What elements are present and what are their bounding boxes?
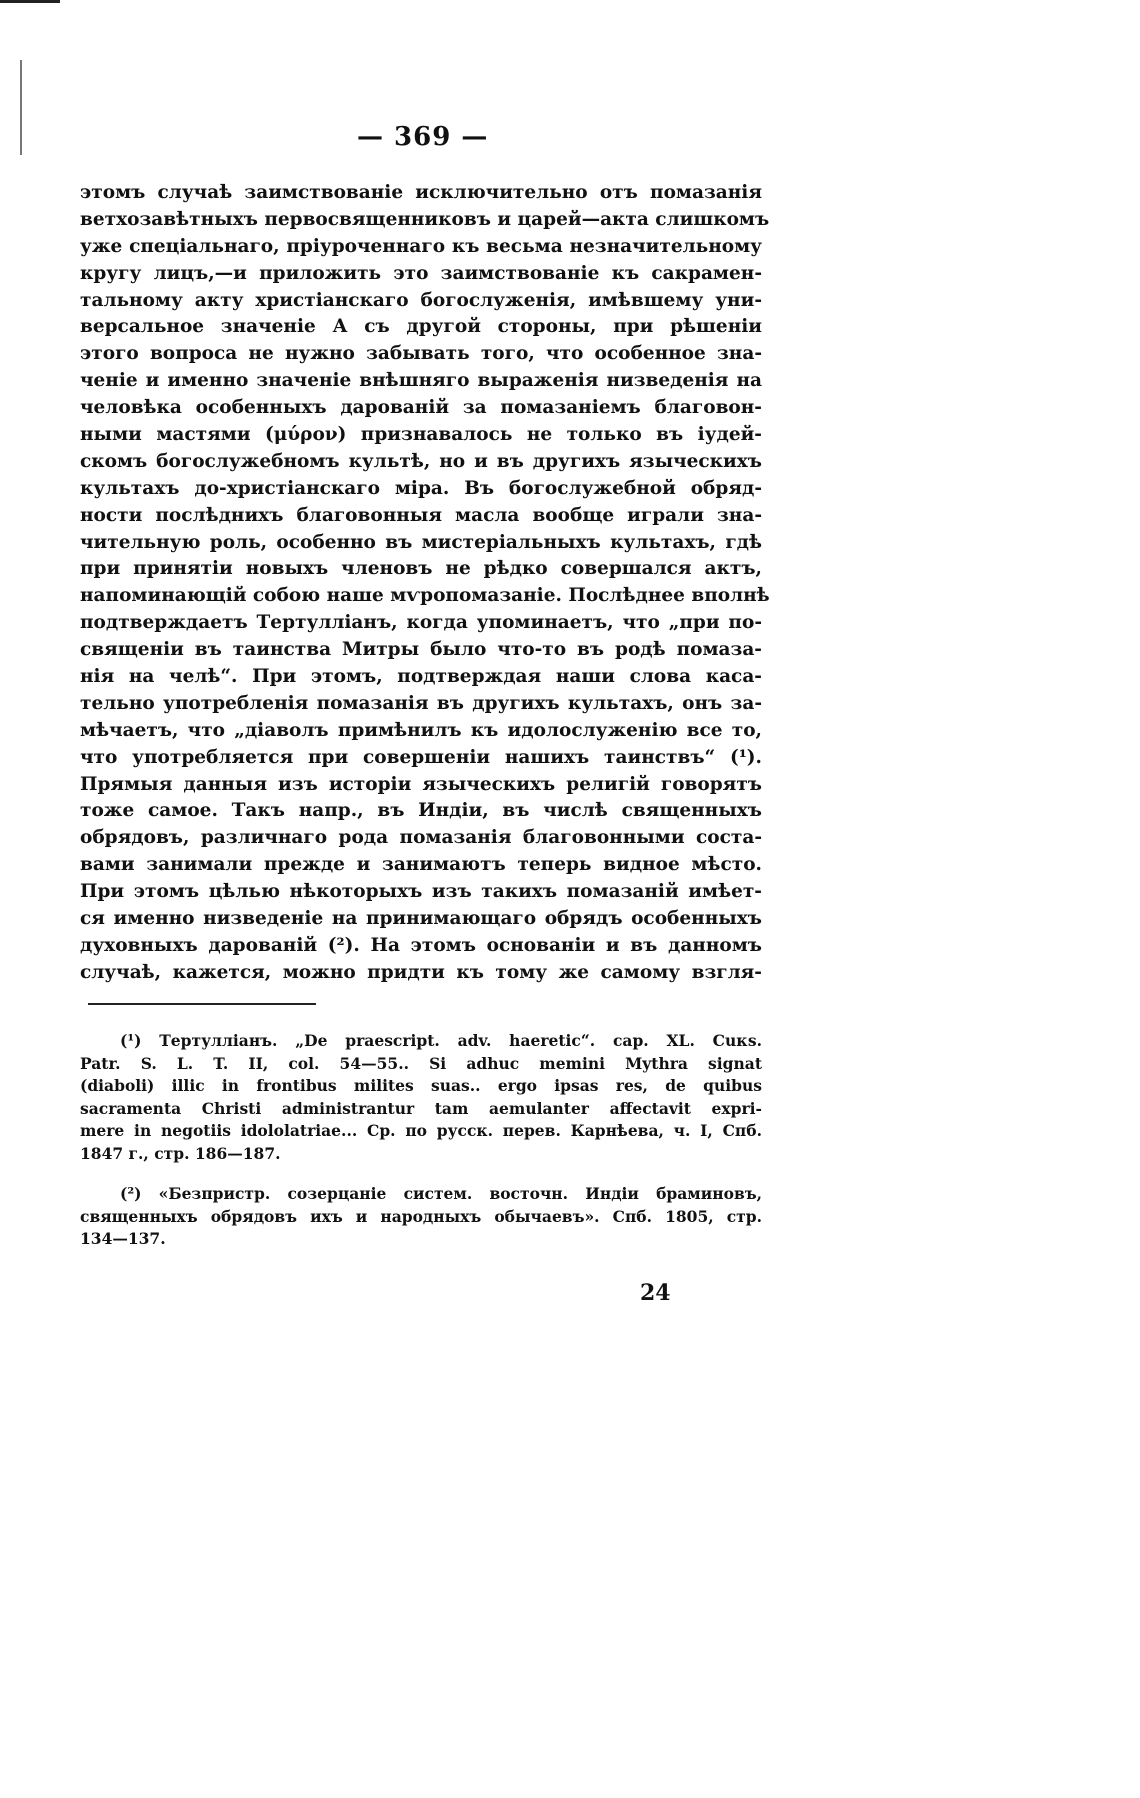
footnote-line: священныхъ обрядовъ ихъ и народныхъ обычаевъ». Спб. 1805, стр. [80, 1206, 762, 1226]
text-line: ченіе и именно значеніе внѣшняго выраженія низведенія на [80, 370, 762, 392]
page-number: — 369 — [357, 122, 489, 152]
text-line: ности послѣднихъ благовонныя масла вообще играли зна- [80, 504, 762, 526]
text-line: этого вопроса не нужно забывать того, что особенное зна- [80, 343, 762, 365]
text-line: версальное значеніе А съ другой стороны, при рѣшеніи [80, 316, 762, 338]
text-line: кругу лицъ,—и приложить это заимствованіе къ сакрамен- [80, 262, 762, 284]
text-line: что употребляется при совершеніи нашихъ таинствъ“ (¹). [80, 746, 762, 768]
text-line: ветхозавѣтныхъ первосвященниковъ и царей—акта слишкомъ [80, 208, 770, 230]
text-line: тоже самое. Такъ напр., въ Индіи, въ числѣ священныхъ [80, 800, 762, 822]
footnote-line: (²) «Безпристр. созерцаніе систем. восточн. Индіи браминовъ, [120, 1184, 762, 1203]
footnote-line: mere in negotiis idololatriae... Ср. по русск. перев. Карнѣева, ч. I, Спб. [80, 1121, 762, 1140]
text-line: тальному акту христіанскаго богослуженія, имѣвшему уни- [80, 289, 762, 311]
main-text [80, 180, 770, 987]
text-line: нія на челѣ“. При этомъ, подтверждая наши слова каса- [80, 666, 762, 688]
footnote-line: (¹) Тертулліанъ. „De praescript. adv. haeretic“. cap. XL. Cuκs. [120, 1031, 762, 1050]
footnote-1 [80, 1030, 762, 1165]
text-line: скомъ богослужебномъ культѣ, но и въ другихъ языческихъ [80, 450, 762, 472]
text-line: культахъ до-христіанскаго міра. Въ богослужебной обряд- [80, 477, 762, 499]
text-line: обрядовъ, различнаго рода помазанія благовонными соста- [80, 827, 762, 849]
text-line: мѣчаетъ, что „діаволъ примѣнилъ къ идолослуженію все то, [80, 719, 762, 741]
text-line: вами занимали прежде и занимаютъ теперь видное мѣсто. [80, 854, 762, 876]
text-line: при принятіи новыхъ членовъ не рѣдко совершался актъ, [80, 558, 762, 580]
footnote-line: 1847 г., стр. 186—187. [80, 1143, 281, 1163]
text-line: При этомъ цѣлью нѣкоторыхъ изъ такихъ помазаній имѣет- [80, 881, 762, 903]
text-line: ными мастями (μύρον) признавалось не только въ іудей- [80, 424, 762, 446]
text-line: ся именно низведеніе на принимающаго обрядъ особенныхъ [80, 908, 762, 930]
text-line: чительную роль, особенно въ мистеріальныхъ культахъ, гдѣ [80, 531, 762, 553]
text-line: этомъ случаѣ заимствованіе исключительно отъ помазанія [80, 182, 762, 203]
footnote-line: 134—137. [80, 1229, 166, 1248]
text-line: случаѣ, кажется, можно придти къ тому же самому взгля- [80, 961, 762, 983]
footnote-line: (diaboli) illic in frontibus milites suas.. ergo ipsas res, de quibus [80, 1076, 762, 1095]
footnotes [80, 1030, 762, 1251]
signature-mark: 24 [640, 1280, 671, 1306]
text-line: тельно употребленія помазанія въ другихъ культахъ, онъ за- [80, 692, 762, 714]
text-line: духовныхъ дарованій (²). На этомъ основаніи и въ данномъ [80, 934, 762, 956]
text-line: напоминающій собою наше мѵропомазаніе. Послѣднее вполнѣ [80, 585, 770, 607]
footnote-2 [80, 1183, 762, 1251]
text-line: уже спеціальнаго, пріуроченнаго къ весьма незначительному [80, 235, 762, 257]
scan-edge-line [20, 60, 22, 155]
footnote-separator [88, 1003, 316, 1005]
footnote-line: sacramenta Christi administrantur tam aemulanter affectavit expri- [80, 1098, 762, 1118]
scan-edge-mark [0, 0, 60, 3]
text-line: человѣка особенныхъ дарованій за помазаніемъ благовон- [80, 397, 762, 419]
text-line: священіи въ таинства Митры было что-то въ родѣ помаза- [80, 639, 762, 661]
footnote-line: Patr. S. L. T. II, col. 54—55.. Si adhuc memini Mythra signat [80, 1053, 762, 1073]
text-line: Прямыя данныя изъ исторіи языческихъ религій говорятъ [80, 773, 762, 795]
text-line: подтверждаетъ Тертулліанъ, когда упоминаетъ, что „при по- [80, 612, 762, 634]
